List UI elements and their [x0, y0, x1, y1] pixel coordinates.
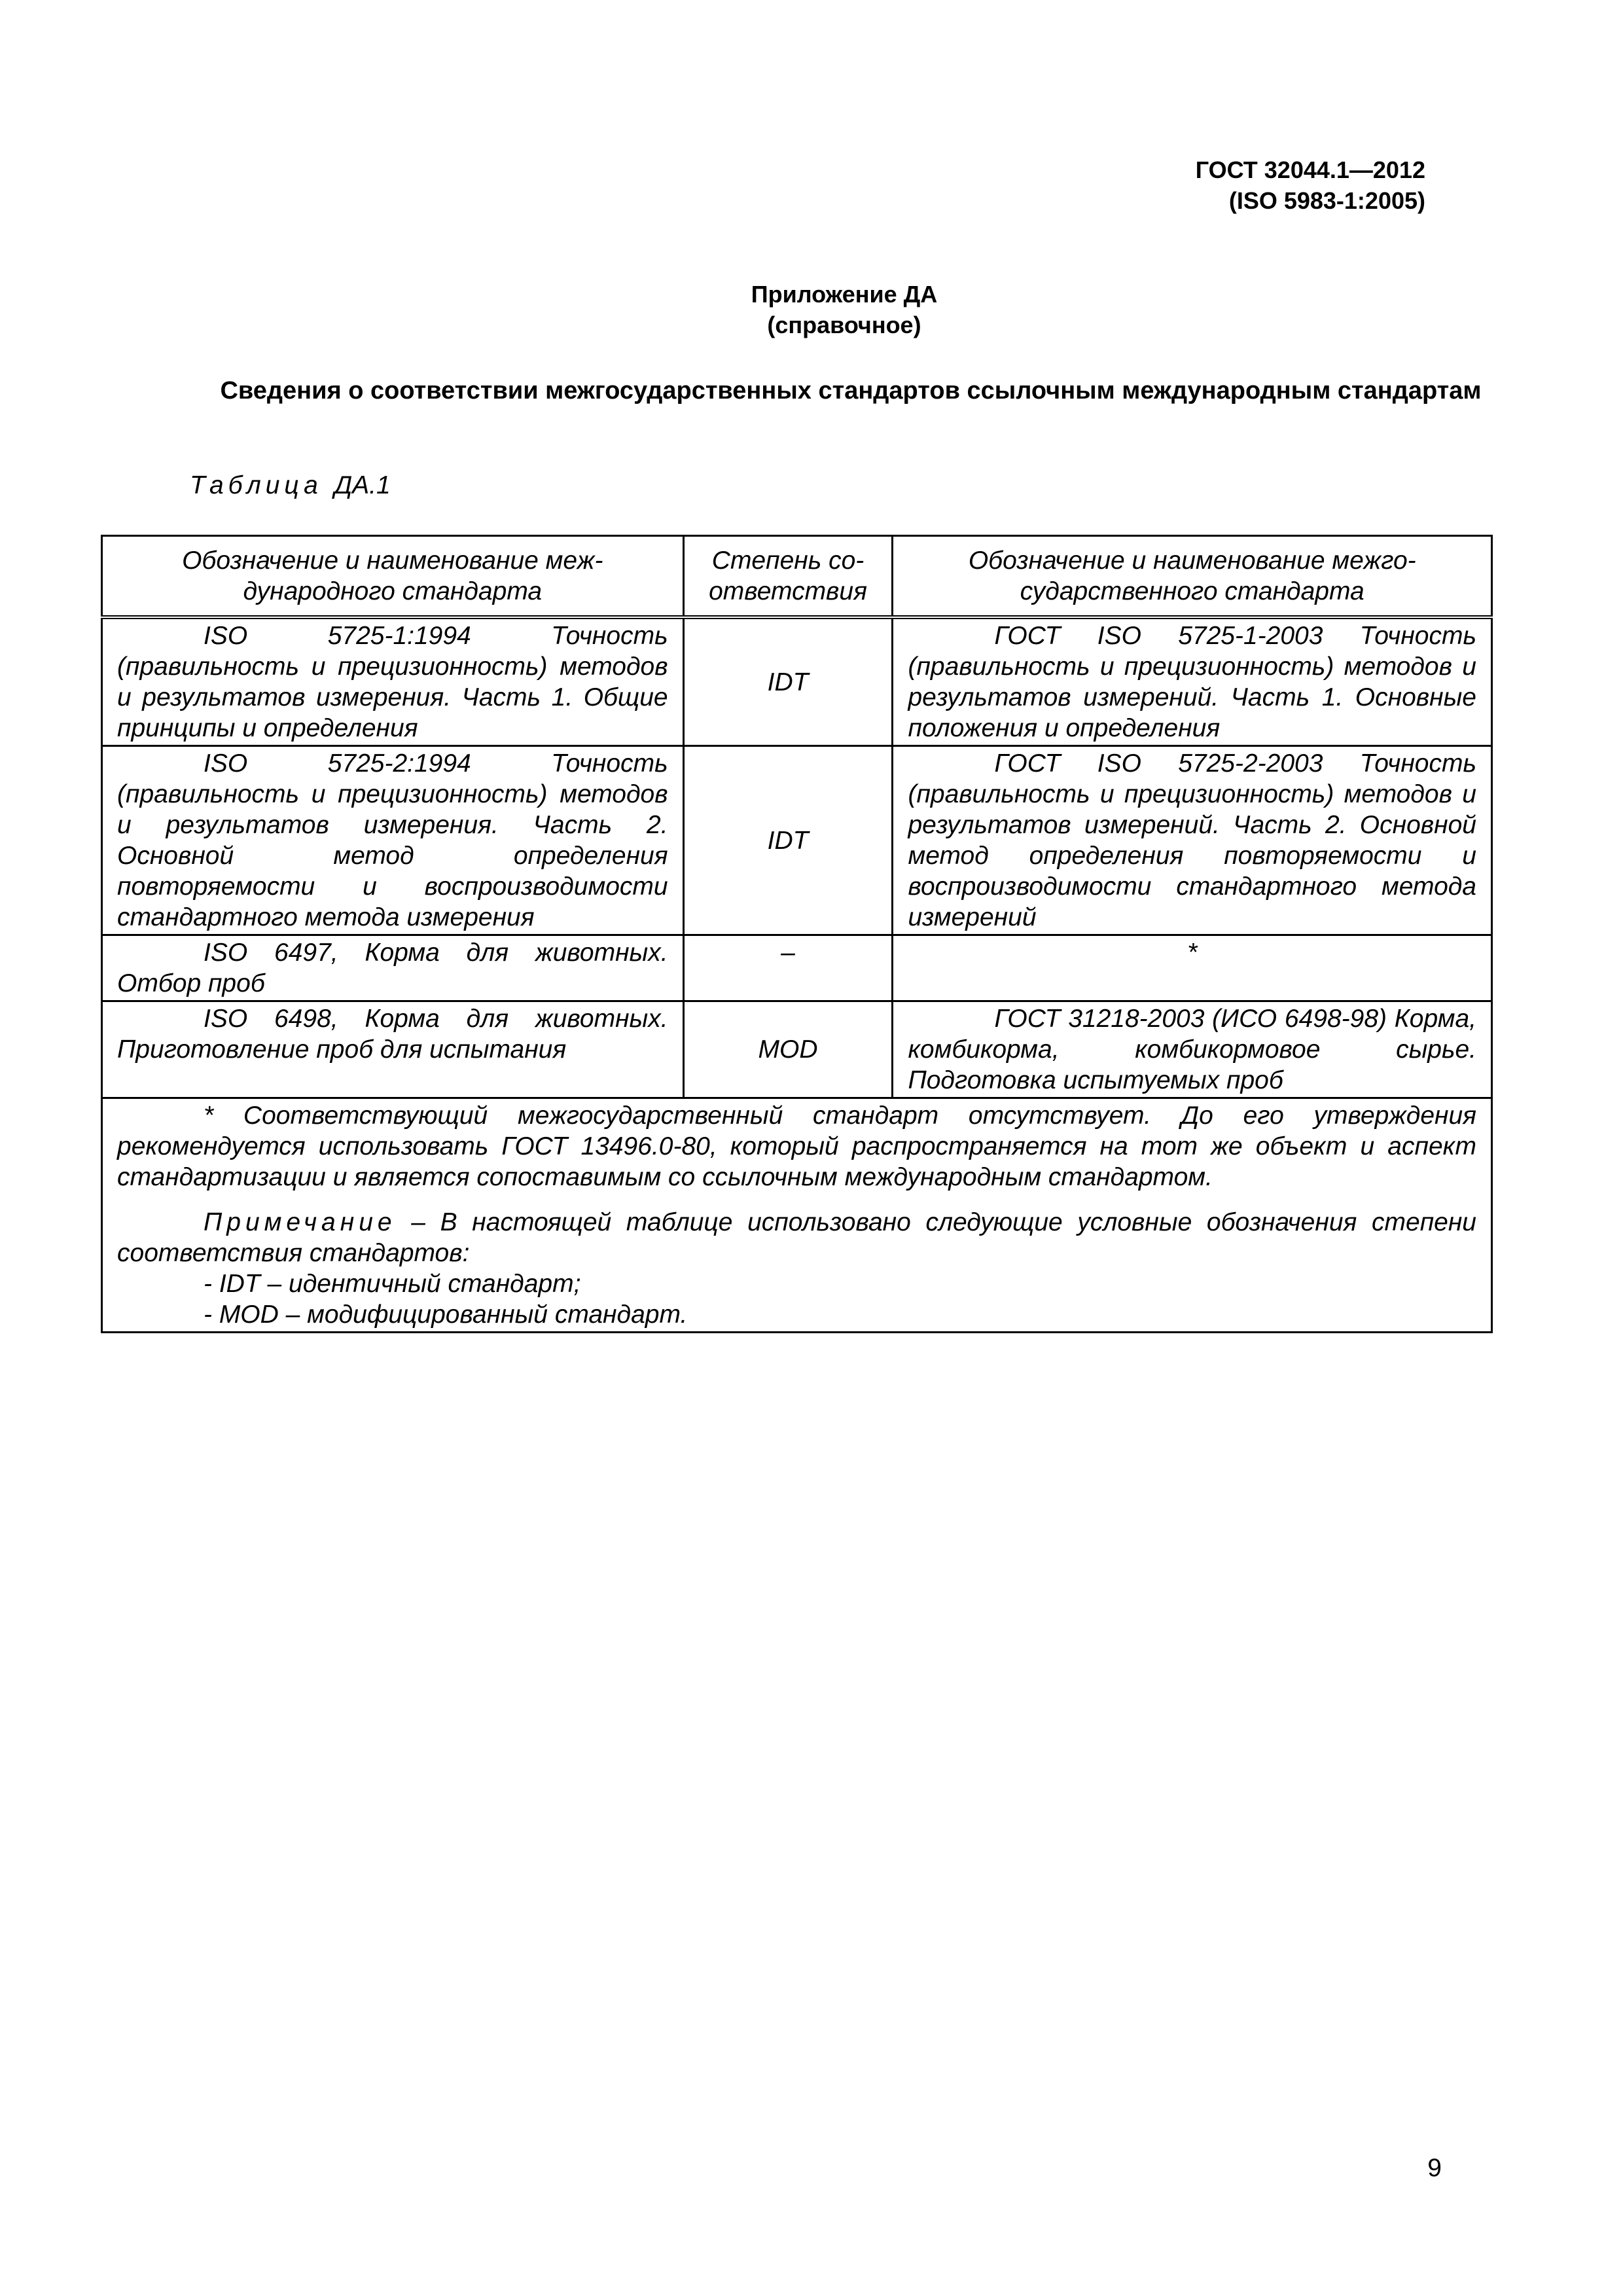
cell-text: ISO 6497, Корма для животных. Отбор проб — [117, 939, 668, 997]
footnote-text: * Соответствующий межгосударственный стандарт отсутствует. До его утверждения рекомендуется использовать ГОСТ 13496.0-80, который распространяется на тот же объект и аспект стандартизации и является сопоставимым со ссылочным международным стандартом. — [117, 1102, 1476, 1191]
table-row — [102, 617, 1492, 746]
header-interstate-standard: Обозначение и наименование межго-сударственного стандарта — [893, 536, 1492, 618]
table-row — [102, 1001, 1492, 1098]
standard-number: ГОСТ 32044.1—2012 — [1195, 156, 1425, 183]
cell-degree: MOD — [683, 1001, 893, 1098]
appendix-title: Приложение ДА — [751, 281, 938, 308]
header-degree-of-correspondence: Степень со-ответствия — [683, 536, 893, 618]
cell-international-standard — [102, 1001, 684, 1098]
table-label — [190, 471, 391, 500]
cell-international-standard — [102, 746, 684, 935]
iso-equivalent: (ISO 5983-1:2005) — [1228, 187, 1425, 214]
table-footnote-cell — [102, 1098, 1492, 1333]
cell-text: ISO 6498, Корма для животных. Приготовление проб для испытания — [117, 1005, 668, 1064]
table-row — [102, 935, 1492, 1001]
table-label-word: Таблица — [190, 471, 323, 499]
note-item-idt: - IDT – идентичный стандарт; — [204, 1270, 581, 1298]
note-label: Примечание — [204, 1208, 397, 1236]
cell-text: ISO 5725-1:1994 Точность (правильность и прецизионность) методов и результатов измерения. Часть 1. Общие принципы и определения — [117, 622, 668, 742]
cell-interstate-standard: * — [893, 935, 1492, 1001]
cell-text: ISO 5725-2:1994 Точность (правильность и прецизионность) методов и результатов измерения. Часть 2. Основной метод определения повторяемости и воспроизводимости стандартного метода измерения — [117, 749, 668, 931]
header-international-standard: Обозначение и наименование меж-дународного стандарта — [102, 536, 684, 618]
cell-interstate-standard — [893, 746, 1492, 935]
appendix-heading — [0, 279, 1623, 340]
cell-interstate-standard — [893, 617, 1492, 746]
document-header — [1196, 154, 1425, 216]
cell-text: ГОСТ ISO 5725-2-2003 Точность (правильность и прецизионность) методов и результатов измерений. Часть 2. Основной метод определения повторяемости и воспроизводимости стандартного метода измерений — [908, 749, 1476, 931]
note-paragraph — [117, 1207, 1476, 1268]
cell-international-standard — [102, 935, 684, 1001]
note-text: – В настоящей таблице использовано следующие условные обозначения степени соответствия стандартов: — [117, 1208, 1476, 1267]
table-footer-row — [102, 1098, 1492, 1333]
page-number: 9 — [1427, 2154, 1442, 2182]
note-item-mod: - MOD – модифицированный стандарт. — [204, 1300, 688, 1329]
section-title: Сведения о соответствии межгосударственных стандартов ссылочным международным стандартам — [220, 377, 1482, 404]
cell-degree: IDT — [683, 617, 893, 746]
cell-international-standard — [102, 617, 684, 746]
cell-degree: IDT — [683, 746, 893, 935]
correspondence-table — [101, 535, 1493, 1333]
cell-text: ГОСТ ISO 5725-1-2003 Точность (правильность и прецизионность) методов и результатов измерений. Часть 1. Основные положения и определения — [908, 622, 1476, 742]
cell-text: ГОСТ 31218-2003 (ИСО 6498-98) Корма, комбикорма, комбикормовое сырье. Подготовка испытуемых проб — [908, 1005, 1476, 1094]
table-header-row — [102, 536, 1492, 618]
table-label-number: ДА.1 — [334, 471, 391, 499]
cell-degree: – — [683, 935, 893, 1001]
appendix-subtitle: (справочное) — [767, 312, 921, 338]
cell-interstate-standard — [893, 1001, 1492, 1098]
table-row — [102, 746, 1492, 935]
